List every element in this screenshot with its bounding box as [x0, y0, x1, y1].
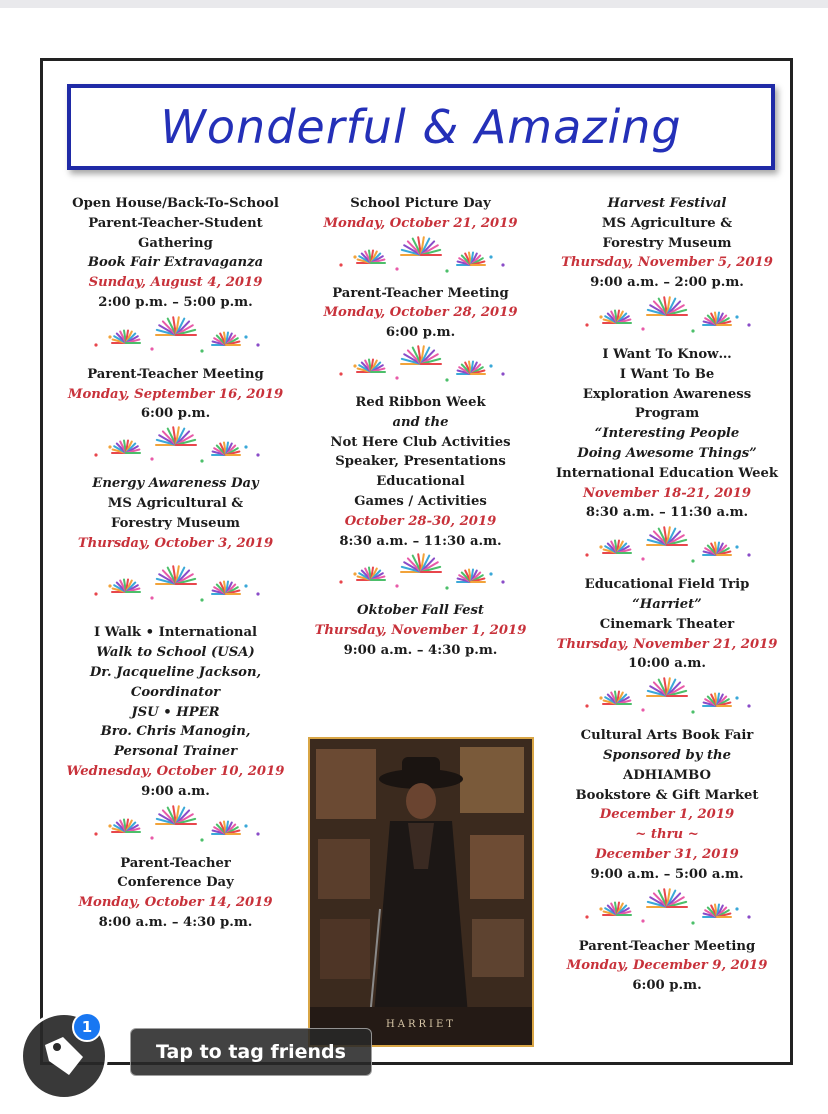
event-line: Program	[634, 406, 700, 422]
event-block	[551, 575, 783, 674]
event-block	[303, 194, 538, 234]
event-line: Thursday, November 21, 2019	[556, 636, 778, 652]
event-line: 9:00 a.m.	[141, 783, 210, 799]
event-line: Conference Day	[117, 875, 234, 891]
event-line: I Want To Know…	[602, 346, 732, 362]
event-block	[63, 623, 288, 801]
event-line: October 28-30, 2019	[344, 513, 497, 529]
event-line: Wednesday, October 10, 2019	[66, 763, 285, 779]
event-line: Monday, October 14, 2019	[78, 895, 273, 911]
event-line: Coordinator	[130, 684, 221, 700]
tag-friends-label[interactable]: Tap to tag friends	[130, 1028, 372, 1076]
event-block	[551, 726, 783, 884]
event-line: ~ thru ~	[635, 827, 699, 843]
event-line: Bookstore & Gift Market	[575, 787, 759, 803]
event-block	[303, 284, 538, 343]
firework-divider	[86, 553, 266, 623]
event-line: and the	[392, 414, 449, 430]
event-line: 8:30 a.m. – 11:30 a.m.	[339, 533, 502, 549]
event-line: 9:00 a.m. – 2:00 p.m.	[590, 275, 744, 291]
event-line: I Want To Be	[619, 366, 715, 382]
event-block	[63, 854, 288, 933]
event-line: Bro. Chris Manogin,	[100, 724, 251, 740]
event-line: “Interesting People	[594, 426, 740, 442]
event-line: Harvest Festival	[607, 196, 727, 211]
firework-divider	[86, 802, 266, 854]
event-line: Dr. Jacqueline Jackson,	[89, 664, 262, 680]
column-3	[551, 194, 783, 996]
event-line: 2:00 p.m. – 5:00 p.m.	[98, 294, 253, 310]
firework-divider	[86, 424, 266, 474]
event-line: Gathering	[138, 235, 213, 251]
event-line: Parent-Teacher Meeting	[578, 938, 756, 954]
event-line: International Education Week	[555, 465, 779, 481]
event-line: Monday, December 9, 2019	[566, 958, 768, 974]
poster-title: HARRIET	[386, 1019, 456, 1030]
event-block	[63, 365, 288, 424]
harriet-movie-poster	[308, 737, 534, 1047]
event-line: December 1, 2019	[599, 807, 735, 823]
event-line: School Picture Day	[350, 196, 491, 211]
event-line: Parent-Teacher Meeting	[332, 285, 509, 301]
event-line: Oktober Fall Fest	[356, 603, 484, 619]
event-line: 6:00 p.m.	[632, 978, 702, 994]
event-line: Doing Awesome Things”	[577, 445, 757, 461]
event-line: Parent-Teacher Meeting	[87, 366, 264, 382]
event-line: 8:30 a.m. – 11:30 a.m.	[585, 505, 749, 521]
event-line: Monday, October 28, 2019	[323, 305, 518, 321]
event-line: I Walk • International	[93, 625, 258, 641]
event-line: Forestry Museum	[602, 235, 732, 251]
event-line: Personal Trainer	[113, 744, 238, 760]
event-line: 6:00 p.m.	[140, 406, 211, 422]
event-line: Monday, October 21, 2019	[323, 215, 518, 231]
notification-badge: 1	[72, 1012, 102, 1042]
event-line: Parent-Teacher	[120, 855, 231, 871]
event-line: Open House/Back-To-School	[72, 196, 279, 211]
event-line: Educational	[376, 474, 465, 490]
top-bar	[0, 0, 828, 8]
event-line: MS Agriculture &	[601, 215, 733, 231]
event-line: November 18-21, 2019	[582, 485, 752, 501]
event-block	[551, 194, 783, 293]
event-line: Speaker, Presentations	[335, 454, 506, 470]
event-line: Energy Awareness Day	[92, 476, 259, 492]
event-line: JSU • HPER	[131, 704, 220, 720]
event-line: MS Agricultural &	[107, 495, 244, 511]
event-line: Exploration Awareness	[582, 386, 752, 402]
event-line: Games / Activities	[354, 493, 487, 509]
event-line: Red Ribbon Week	[355, 394, 486, 410]
firework-divider	[331, 343, 511, 393]
event-line: Walk to School (USA)	[96, 645, 255, 661]
firework-divider	[577, 293, 757, 345]
event-line: December 31, 2019	[595, 846, 739, 862]
event-line: Book Fair Extravaganza	[87, 255, 264, 271]
event-line: Cinemark Theater	[599, 616, 735, 632]
event-line: Educational Field Trip	[584, 577, 750, 593]
firework-divider	[577, 674, 757, 726]
column-1	[63, 194, 288, 933]
firework-divider	[331, 551, 511, 601]
event-line: Monday, September 16, 2019	[67, 386, 284, 402]
firework-divider	[86, 313, 266, 365]
firework-divider	[331, 234, 511, 284]
event-line: 9:00 a.m. – 4:30 p.m.	[343, 642, 498, 658]
event-line: Sponsored by the	[602, 747, 732, 763]
event-flyer	[40, 58, 793, 1065]
event-block	[551, 345, 783, 523]
event-line: 6:00 p.m.	[385, 325, 456, 341]
event-line: Sunday, August 4, 2019	[88, 275, 263, 291]
event-line: 9:00 a.m. – 5:00 a.m.	[590, 866, 744, 882]
poster-art	[310, 739, 532, 1045]
firework-divider	[577, 523, 757, 575]
event-block	[303, 601, 538, 660]
event-line: “Harriet”	[632, 596, 702, 612]
event-block	[303, 393, 538, 551]
event-line: 8:00 a.m. – 4:30 p.m.	[98, 914, 253, 930]
column-2	[303, 194, 538, 661]
event-line: Thursday, October 3, 2019	[77, 535, 274, 551]
event-line: Forestry Museum	[110, 515, 241, 531]
event-line: Thursday, November 1, 2019	[314, 623, 527, 639]
event-line: ADHIAMBO	[622, 767, 711, 783]
firework-divider	[577, 885, 757, 937]
event-block	[63, 474, 288, 553]
title-banner	[67, 84, 775, 170]
flyer-title: Wonderful & Amazing	[160, 100, 682, 154]
event-block	[551, 937, 783, 996]
event-block	[63, 194, 288, 313]
event-line: Not Here Club Activities	[330, 434, 511, 450]
event-line: Parent-Teacher-Student	[88, 215, 263, 231]
event-line: Cultural Arts Book Fair	[580, 728, 754, 744]
event-line: Thursday, November 5, 2019	[561, 255, 773, 271]
event-line: 10:00 a.m.	[628, 656, 706, 672]
